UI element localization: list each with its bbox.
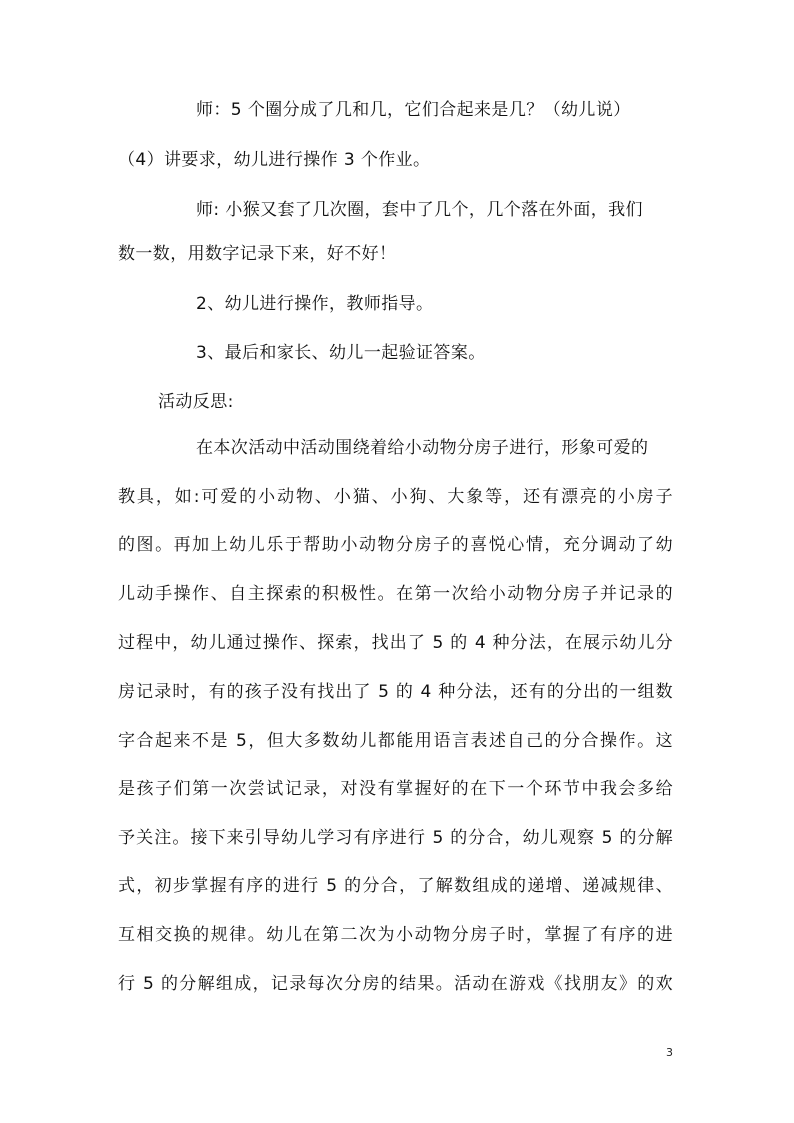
text-line-10: 的图。再加上幼儿乐于帮助小动物分房子的喜悦心情，充分调动了幼 bbox=[118, 535, 673, 555]
text-line-9: 教具，如:可爱的小动物、小猫、小狗、大象等，还有漂亮的小房子 bbox=[118, 487, 673, 507]
text-line-13: 房记录时，有的孩子没有找出了 5 的 4 种分法，还有的分出的一组数 bbox=[118, 682, 673, 702]
page-number: 3 bbox=[666, 1046, 673, 1059]
text-line-11: 儿动手操作、自主探索的积极性。在第一次给小动物分房子并记录的 bbox=[118, 584, 673, 604]
text-line-16: 予关注。接下来引导幼儿学习有序进行 5 的分合，幼儿观察 5 的分解 bbox=[118, 828, 673, 848]
text-line-5: 2、幼儿进行操作，教师指导。 bbox=[196, 294, 434, 314]
text-line-19: 行 5 的分解组成，记录每次分房的结果。活动在游戏《找朋友》的欢 bbox=[118, 974, 673, 994]
text-line-4: 数一数，用数字记录下来，好不好！ bbox=[118, 244, 397, 264]
text-line-8: 在本次活动中活动围绕着给小动物分房子进行，形象可爱的 bbox=[196, 438, 649, 458]
text-line-14: 字合起来不是 5，但大多数幼儿都能用语言表述自己的分合操作。这 bbox=[118, 731, 673, 751]
text-line-3: 师: 小猴又套了几次圈，套中了几个，几个落在外面，我们 bbox=[196, 200, 643, 220]
text-line-12: 过程中，幼儿通过操作、探索，找出了 5 的 4 种分法，在展示幼儿分 bbox=[118, 633, 673, 653]
text-line-17: 式，初步掌握有序的进行 5 的分合，了解数组成的递增、递减规律、 bbox=[118, 876, 673, 896]
section-heading: 活动反思: bbox=[158, 392, 234, 412]
text-line-1: 师：5 个圈分成了几和几，它们合起来是几？（幼儿说） bbox=[196, 100, 631, 120]
text-line-6: 3、最后和家长、幼儿一起验证答案。 bbox=[196, 343, 486, 363]
text-line-18: 互相交换的规律。幼儿在第二次为小动物分房子时，掌握了有序的进 bbox=[118, 925, 673, 945]
text-line-15: 是孩子们第一次尝试记录，对没有掌握好的在下一个环节中我会多给 bbox=[118, 779, 673, 799]
text-line-2: （4）讲要求，幼儿进行操作 3 个作业。 bbox=[118, 150, 431, 170]
